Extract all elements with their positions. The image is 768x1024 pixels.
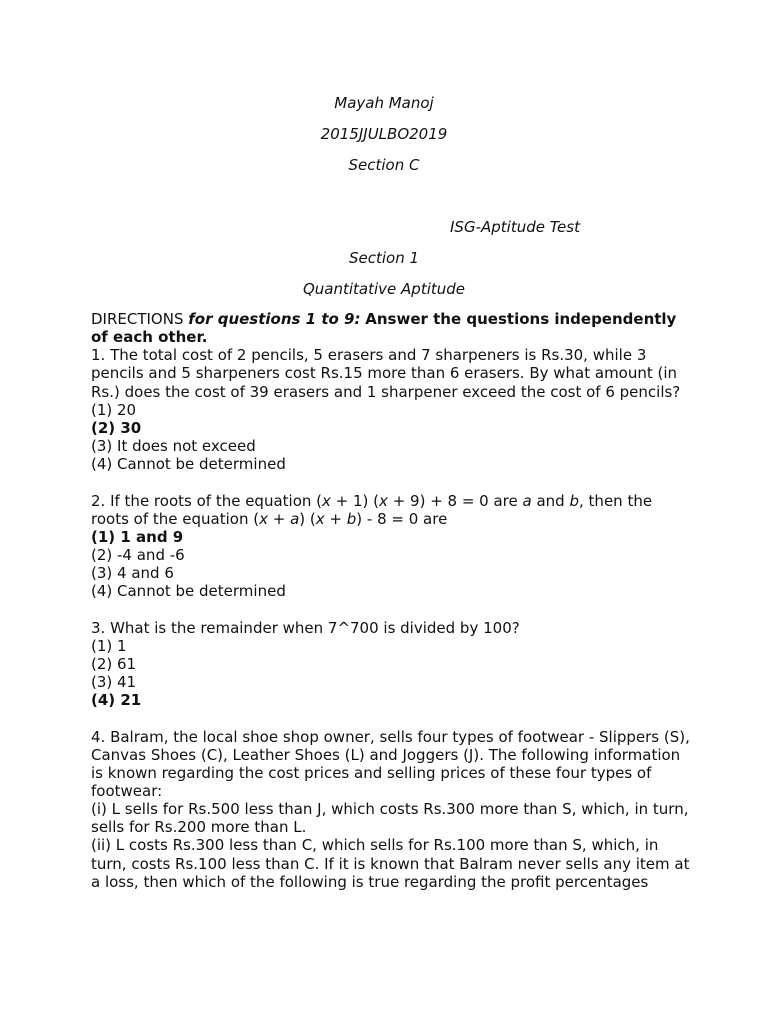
directions-scope: for questions 1 to 9: [188, 310, 361, 328]
question-1-option-1: (1) 20 [91, 400, 137, 419]
question-4-text: 4. Balram, the local shoe shop owner, sells four types of footwear - Slippers (S), Canvas Shoes (C), Leather Shoes (L) and Joggers (J). The following information is known regarding the cost prices and selling prices of these four types of footwear: [91, 727, 690, 801]
q2-var-b: b [346, 509, 357, 528]
test-title: ISG-Aptitude Test [450, 218, 580, 236]
directions-paragraph [91, 310, 691, 346]
directions-instruction: Answer the questions independently of each other. [91, 310, 677, 347]
question-4-clause-2: (ii) L costs Rs.300 less than C, which sells for Rs.100 more than S, which, in turn, costs Rs.100 less than C. If it is known that Balram never sells any item at a loss, then which of the following is true regarding the profit percentages [91, 836, 690, 891]
q2-part: ) - 8 = 0 are [356, 509, 448, 528]
question-1-option-3: (3) It does not exceed [91, 437, 256, 456]
q2-var-x: x [315, 509, 325, 528]
question-3-option-3: (3) 41 [91, 673, 137, 692]
question-1-option-2: (2) 30 [91, 418, 142, 437]
q2-part: and [531, 491, 570, 510]
subject-heading: Quantitative Aptitude [302, 280, 466, 298]
question-2-text [91, 492, 691, 528]
q2-part: + 1) ( [330, 491, 380, 510]
question-2-option-2: (2) -4 and -6 [91, 546, 185, 565]
question-3-text: 3. What is the remainder when 7^700 is divided by 100? [91, 618, 520, 637]
q2-part: + 9) + 8 = 0 are [387, 491, 523, 510]
spacer [91, 473, 691, 491]
q2-var-b: b [569, 491, 580, 510]
q2-part: + [324, 509, 347, 528]
q2-var-x: x [259, 509, 268, 528]
q2-var-x: x [379, 491, 388, 510]
q2-var-a: a [522, 491, 532, 510]
q2-part: ) ( [299, 509, 316, 528]
section-c-label: Section C [348, 156, 420, 174]
q2-var-a: a [290, 509, 300, 528]
question-4-clause-1: (i) L sells for Rs.500 less than J, which costs Rs.300 more than S, which, in turn, sells for Rs.200 more than L. [91, 800, 689, 837]
student-id: 2015JJULBO2019 [320, 125, 448, 143]
question-3-option-2: (2) 61 [91, 654, 137, 673]
q2-var-x: x [322, 491, 331, 510]
directions-lead: DIRECTIONS [91, 310, 184, 328]
question-2-option-3: (3) 4 and 6 [91, 564, 174, 583]
q2-part: 2. If the roots of the equation ( [91, 491, 323, 510]
question-body [91, 310, 691, 891]
spacer [91, 709, 691, 727]
question-3-option-4: (4) 21 [91, 691, 142, 710]
question-2-option-1: (1) 1 and 9 [91, 527, 184, 546]
question-1-text: 1. The total cost of 2 pencils, 5 erasers and 7 sharpeners is Rs.30, while 3 pencils and 5 sharpeners cost Rs.15 more than 6 erasers. By what amount (in Rs.) does the cost of 39 erasers and 1 sharpener exceed the cost of 6 pencils? [91, 346, 681, 401]
q2-part: + [267, 509, 291, 528]
q2-part: , then the roots of the equation ( [91, 491, 653, 528]
student-name: Mayah Manoj [334, 94, 434, 112]
spacer [91, 600, 691, 618]
section-1-label: Section 1 [348, 249, 420, 267]
question-1-option-4: (4) Cannot be determined [91, 455, 286, 474]
question-2-option-4: (4) Cannot be determined [91, 582, 286, 601]
question-3-option-1: (1) 1 [91, 636, 127, 655]
